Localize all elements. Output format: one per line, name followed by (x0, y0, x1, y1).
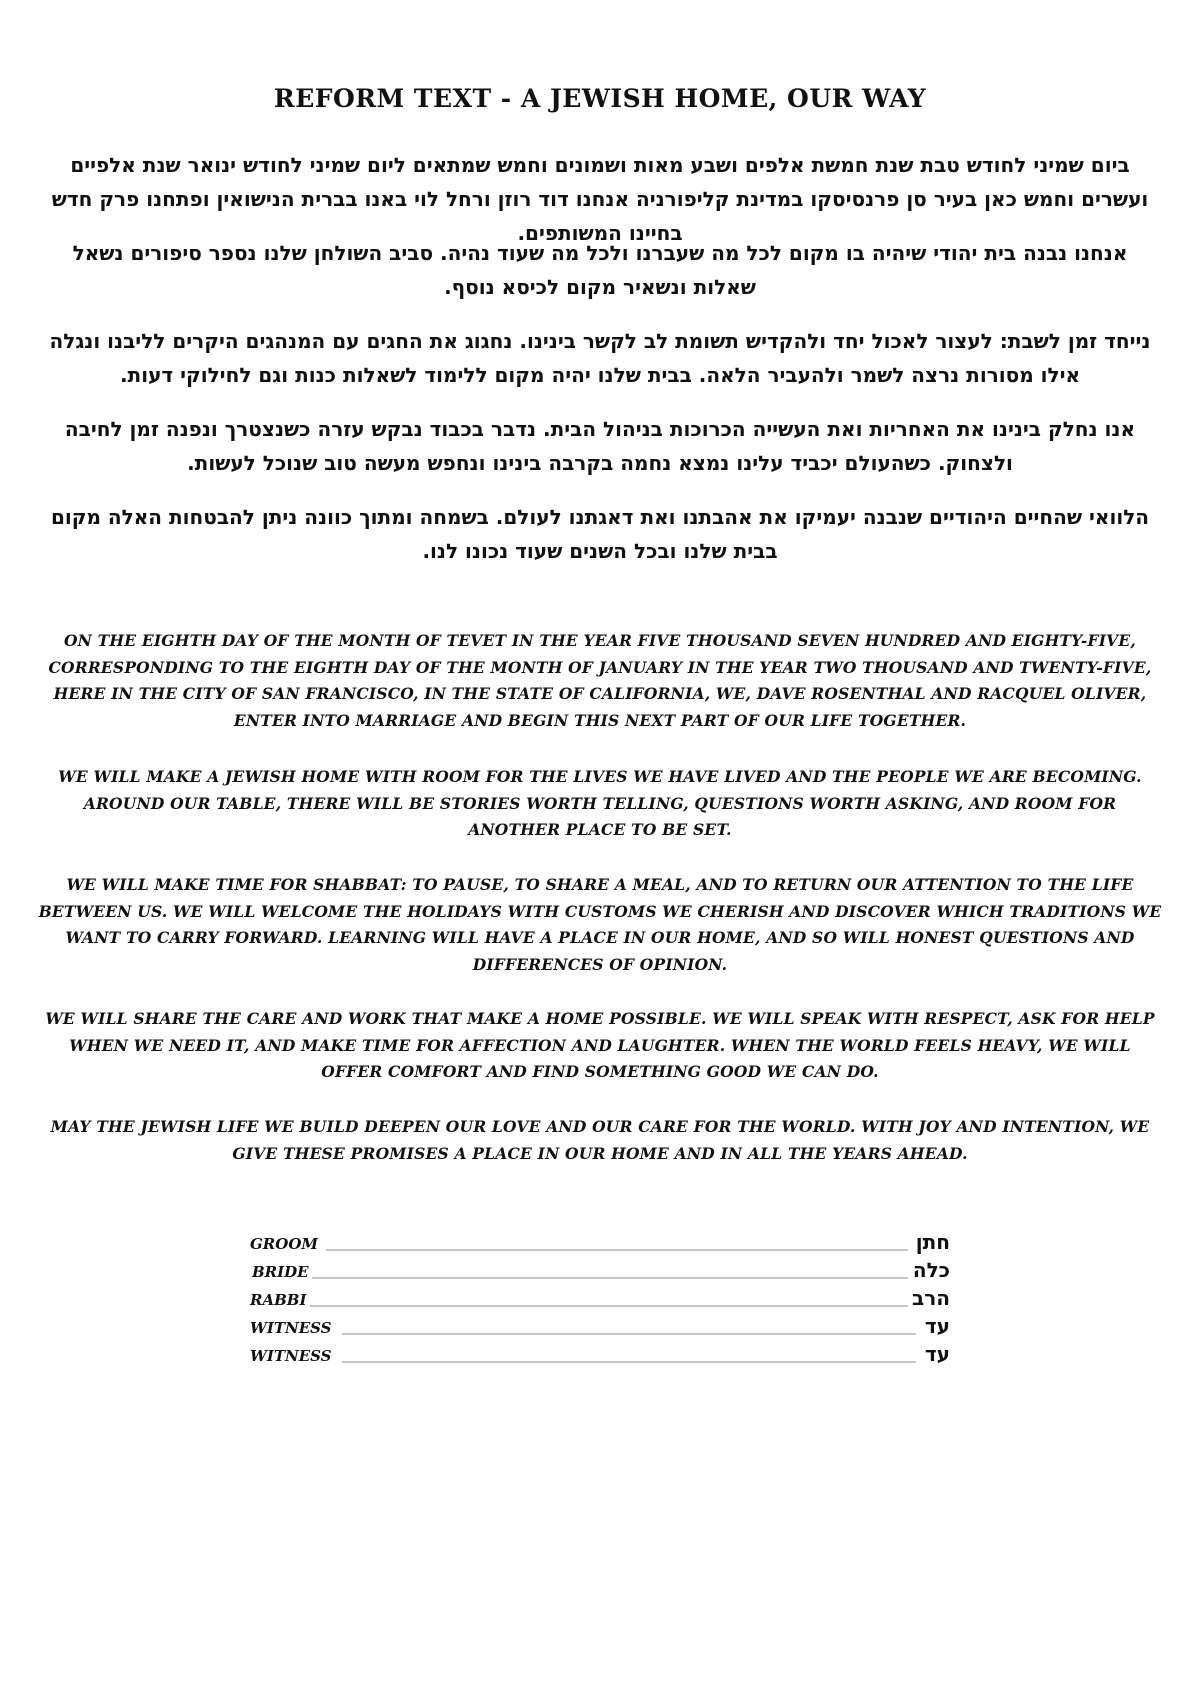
signature-label-en: RABBI (250, 1291, 307, 1309)
page-title: REFORM TEXT - A JEWISH HOME, OUR WAY (273, 84, 927, 113)
signature-line[interactable] (326, 1249, 908, 1251)
english-paragraph-3: WE WILL MAKE TIME FOR SHABBAT: TO PAUSE, TO SHARE A MEAL, AND TO RETURN OUR ATTENTION TO THE LIFE BETWEEN US. WE WILL WELCOME THE HOLIDAYS WITH CUSTOMS WE CHERISH AND DISCOVER WHICH TRADITIONS WE WANT TO CARRY FORWARD. LEARNING WILL HAVE A PLACE IN OUR HOME, AND SO WILL HONEST QUESTIONS AND DIFFERENCES OF OPINION. (38, 875, 1162, 974)
signature-line[interactable] (342, 1361, 916, 1363)
signature-row-groom (250, 1228, 950, 1256)
signature-label-he: עד (924, 1314, 950, 1338)
signature-row-rabbi (250, 1284, 950, 1312)
hebrew-paragraph-5: הלוואי שהחיים היהודיים שנבנה יעמיקו את אהבתנו ואת דאגתנו לעולם. בשמחה ומתוך כוונה ניתן להבטחות האלה מקום בבית שלנו ובכל השנים שעוד נכונו לנו. (50, 505, 1150, 563)
signature-label-he: עד (924, 1342, 950, 1366)
signature-line[interactable] (342, 1333, 916, 1335)
signature-label-he: חתן (915, 1230, 950, 1254)
signature-label-he: כלה (912, 1258, 950, 1282)
hebrew-paragraph-3: נייחד זמן לשבת: לעצור לאכול יחד ולהקדיש תשומת לב לקשר בינינו. נחגוג את החגים עם המנהגים היקרים לליבנו ונגלה אילו מסורות נרצה לשמר ולהעביר הלאה. בבית שלנו יהיה מקום ללימוד לשאלות כנות וגם לחילוקי דעות. (49, 329, 1151, 387)
signature-row-witness-2 (250, 1340, 950, 1368)
signature-line[interactable] (310, 1305, 908, 1307)
signature-label-en: WITNESS (250, 1347, 332, 1365)
signature-label-en: GROOM (250, 1235, 319, 1253)
signature-label-he: הרב (912, 1286, 950, 1310)
hebrew-paragraph-2: אנחנו נבנה בית יהודי שיהיה בו מקום לכל מה שעברנו ולכל מה שעוד נהיה. סביב השולחן שלנו נספר סיפורים נשאל שאלות ונשאיר מקום לכיסא נוסף. (72, 241, 1128, 299)
signature-label-en: BRIDE (252, 1263, 309, 1281)
hebrew-paragraph-1: ביום שמיני לחודש טבת שנת חמשת אלפים ושבע מאות ושמונים וחמש שמתאים ליום שמיני לחודש ינואר שנת אלפיים ועשרים וחמש כאן בעיר סן פרנסיסקו במדינת קליפורניה אנחנו דוד רוזן ורחל לוי באנו בברית הנישואין ופתחנו פרק חדש בחיינו המשותפים. (51, 153, 1149, 245)
signature-line[interactable] (312, 1277, 908, 1279)
signature-row-bride (252, 1256, 950, 1284)
english-paragraph-5: MAY THE JEWISH LIFE WE BUILD DEEPEN OUR LOVE AND OUR CARE FOR THE WORLD. WITH JOY AND INTENTION, WE GIVE THESE PROMISES A PLACE IN OUR HOME AND IN ALL THE YEARS AHEAD. (50, 1117, 1150, 1163)
hebrew-paragraph-4: אנו נחלק בינינו את האחריות ואת העשייה הכרוכות בניהול הבית. נדבר בכבוד נבקש עזרה כשנצטרך ונפנה זמן לחיבה ולצחוק. כשהעולם יכביד עלינו נמצא נחמה בקרבה בינינו ונחפש מעשה טוב שנוכל לעשות. (64, 417, 1136, 475)
signature-row-witness-1 (250, 1312, 950, 1340)
english-paragraph-4: WE WILL SHARE THE CARE AND WORK THAT MAKE A HOME POSSIBLE. WE WILL SPEAK WITH RESPECT, ASK FOR HELP WHEN WE NEED IT, AND MAKE TIME FOR AFFECTION AND LAUGHTER. WHEN THE WORLD FEELS HEAVY, WE WILL OFFER COMFORT AND FIND SOMETHING GOOD WE CAN DO. (45, 1009, 1155, 1081)
english-paragraph-1: ON THE EIGHTH DAY OF THE MONTH OF TEVET IN THE YEAR FIVE THOUSAND SEVEN HUNDRED AND EIGHTY-FIVE, CORRESPONDING TO THE EIGHTH DAY OF THE MONTH OF JANUARY IN THE YEAR TWO THOUSAND AND TWENTY-FIVE, HERE IN THE CITY OF SAN FRANCISCO, IN THE STATE OF CALIFORNIA, WE, DAVE ROSENTHAL AND RACQUEL OLIVER, ENTER INTO MARRIAGE AND BEGIN THIS NEXT PART OF OUR LIFE TOGETHER. (48, 631, 1152, 730)
signature-label-en: WITNESS (250, 1319, 332, 1337)
english-paragraph-2: WE WILL MAKE A JEWISH HOME WITH ROOM FOR THE LIVES WE HAVE LIVED AND THE PEOPLE WE ARE BECOMING. AROUND OUR TABLE, THERE WILL BE STORIES WORTH TELLING, QUESTIONS WORTH ASKING, AND ROOM FOR ANOTHER PLACE TO BE SET. (58, 767, 1142, 839)
